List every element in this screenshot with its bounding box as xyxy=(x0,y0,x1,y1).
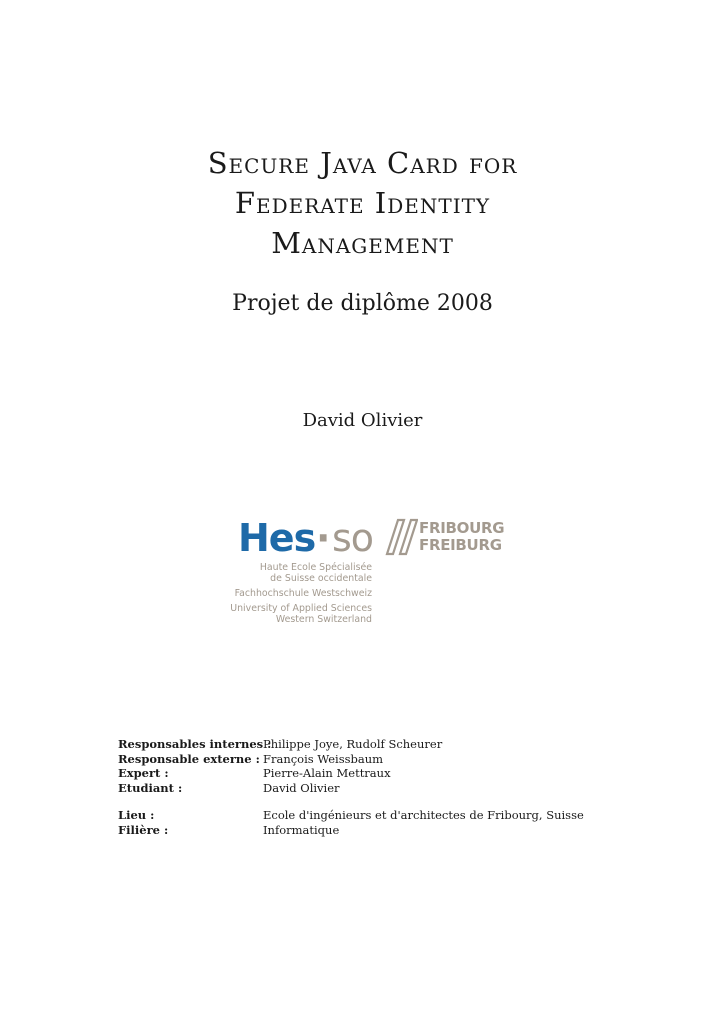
info-key: Lieu : xyxy=(118,808,155,822)
logo-school-line: Fachhochschule Westschweiz xyxy=(234,588,372,599)
info-row xyxy=(118,781,584,796)
logo-school-line: de Suisse occidentale xyxy=(270,573,372,584)
logo-brand-dot: · xyxy=(316,516,331,560)
hes-so-logo xyxy=(224,512,504,627)
info-row xyxy=(118,808,584,823)
info-value: Pierre-Alain Mettraux xyxy=(263,766,391,780)
logo-school-line: Haute Ecole Spécialisée xyxy=(259,562,372,573)
info-value: Philippe Joye, Rudolf Scheurer xyxy=(263,737,443,751)
logo-school-line: University of Applied Sciences xyxy=(230,603,372,614)
info-value: François Weissbaum xyxy=(263,751,384,766)
document-subtitle: Projet de diplôme 2008 xyxy=(232,291,493,316)
document-title xyxy=(0,143,725,263)
info-key: Filière : xyxy=(118,822,169,837)
title-line-1: Secure Java Card for xyxy=(207,146,518,180)
info-key: Expert : xyxy=(118,766,169,780)
project-info-table xyxy=(118,737,584,837)
logo-city xyxy=(419,520,504,554)
info-key: Responsable externe : xyxy=(118,751,260,766)
logo-brand-main: Hes xyxy=(238,516,316,560)
logo-city-de: FREIBURG xyxy=(419,536,502,554)
info-row xyxy=(118,823,584,838)
logo-city-fr: FRIBOURG xyxy=(419,519,505,537)
info-value: Informatique xyxy=(263,822,340,837)
info-value: David Olivier xyxy=(263,780,340,795)
title-line-2: Federate Identity xyxy=(234,186,491,220)
info-spacer xyxy=(118,795,584,808)
logo-school-line: Western Switzerland xyxy=(275,614,372,625)
logo-brand-suffix: so xyxy=(332,516,374,560)
info-row xyxy=(118,766,584,781)
logo-school-names xyxy=(230,562,372,625)
author-name: David Olivier xyxy=(302,410,423,431)
info-value: Ecole d'ingénieurs et d'architectes de Fribourg, Suisse xyxy=(263,808,584,822)
logo-slashes-icon xyxy=(384,518,418,556)
info-row xyxy=(118,737,584,752)
info-row xyxy=(118,752,584,767)
info-key: Responsables internes : xyxy=(118,737,272,751)
info-key: Etudiant : xyxy=(118,780,183,795)
title-line-3: Management xyxy=(271,226,454,260)
